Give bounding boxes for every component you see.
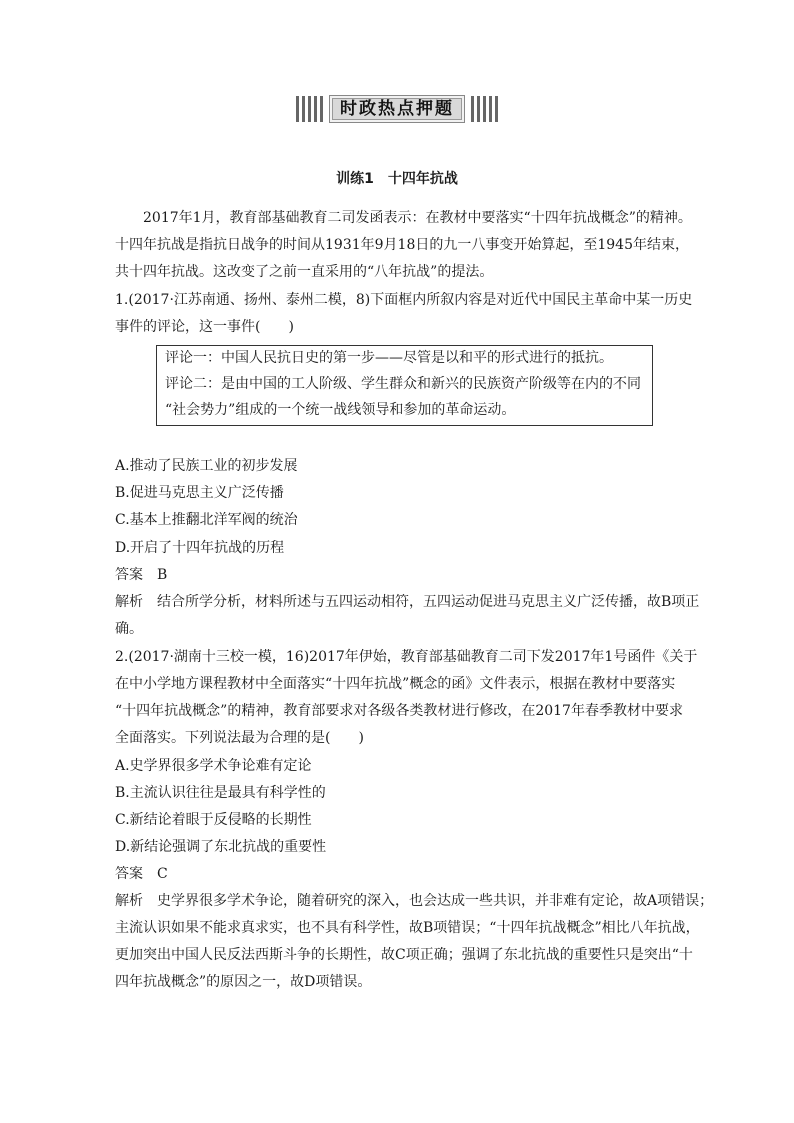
q1-option-d: D.开启了十四年抗战的历程 — [115, 540, 285, 556]
intro-line: 十四年抗战是指抗日战争的时间从1931年9月18日的九一八事变开始算起，至1945年结束， — [115, 237, 689, 253]
intro-line: 2017年1月，教育部基础教育二司发函表示：在教材中要落实“十四年抗战概念”的精神。 — [115, 210, 692, 226]
q1-stem-line: 1.(2017·江苏南通、扬州、泰州二模，8)下面框内所叙内容是对近代中国民主革命中某一历史 — [115, 292, 693, 308]
section-banner — [0, 94, 794, 124]
q1-option-a: A.推动了民族工业的初步发展 — [115, 458, 298, 474]
q1-stem-line: 事件的评论，这一事件( ) — [115, 319, 294, 335]
banner-right-bars — [471, 96, 498, 122]
intro-line: 共十四年抗战。这改变了之前一直采用的“八年抗战”的提法。 — [115, 264, 494, 280]
q2-analysis-line: 主流认识如果不能求真求实，也不具有科学性，故B项错误；“十四年抗战概念”相比八年抗战， — [115, 920, 700, 936]
q1-analysis-line: 确。 — [115, 621, 143, 637]
q2-option-b: B.主流认识往往是最具有科学性的 — [115, 785, 326, 801]
banner-left-bars — [296, 96, 323, 122]
q2-analysis-line: 更加突出中国人民反法西斯斗争的长期性，故C项正确；强调了东北抗战的重要性只是突出“十 — [115, 947, 693, 963]
quote-line: 评论二：是由中国的工人阶级、学生群众和新兴的民族资产阶级等在内的不同 — [165, 376, 641, 392]
q2-analysis-line: 解析 史学界很多学术争论，随着研究的深入，也会达成一些共识，并非难有定论，故A项错误； — [115, 893, 714, 909]
q2-stem-line: 2.(2017·湖南十三校一模，16)2017年伊始，教育部基础教育二司下发2017年1号函件《关于 — [115, 649, 698, 665]
q2-option-c: C.新结论着眼于反侵略的长期性 — [115, 812, 312, 828]
q1-option-c: C.基本上推翻北洋军阀的统治 — [115, 512, 298, 528]
q2-option-a: A.史学界很多学术争论难有定论 — [115, 758, 312, 774]
q1-quote-box — [156, 345, 653, 426]
q2-stem-line: “十四年抗战概念”的精神，教育部要求对各级各类教材进行修改，在2017年春季教材中要求 — [115, 703, 683, 719]
q1-option-b: B.促进马克思主义广泛传播 — [115, 485, 284, 501]
q1-answer: 答案 B — [115, 567, 168, 583]
q2-analysis-line: 四年抗战概念”的原因之一，故D项错误。 — [115, 974, 372, 990]
q1-analysis-line: 解析 结合所学分析，材料所述与五四运动相符，五四运动促进马克思主义广泛传播，故B项正 — [115, 594, 700, 610]
q2-option-d: D.新结论强调了东北抗战的重要性 — [115, 839, 327, 855]
banner-title: 时政热点押题 — [329, 95, 465, 123]
q2-stem-line: 全面落实。下列说法最为合理的是( ) — [115, 730, 364, 746]
quote-line: 评论一：中国人民抗日史的第一步——尽管是以和平的形式进行的抵抗。 — [165, 350, 613, 366]
quote-line: “社会势力”组成的一个统一战线领导和参加的革命运动。 — [165, 402, 516, 418]
q2-answer: 答案 C — [115, 866, 168, 882]
section-title: 训练1 十四年抗战 — [336, 171, 458, 187]
q2-stem-line: 在中小学地方课程教材中全面落实“十四年抗战”概念的函》文件表示，根据在教材中要落实 — [115, 676, 676, 692]
